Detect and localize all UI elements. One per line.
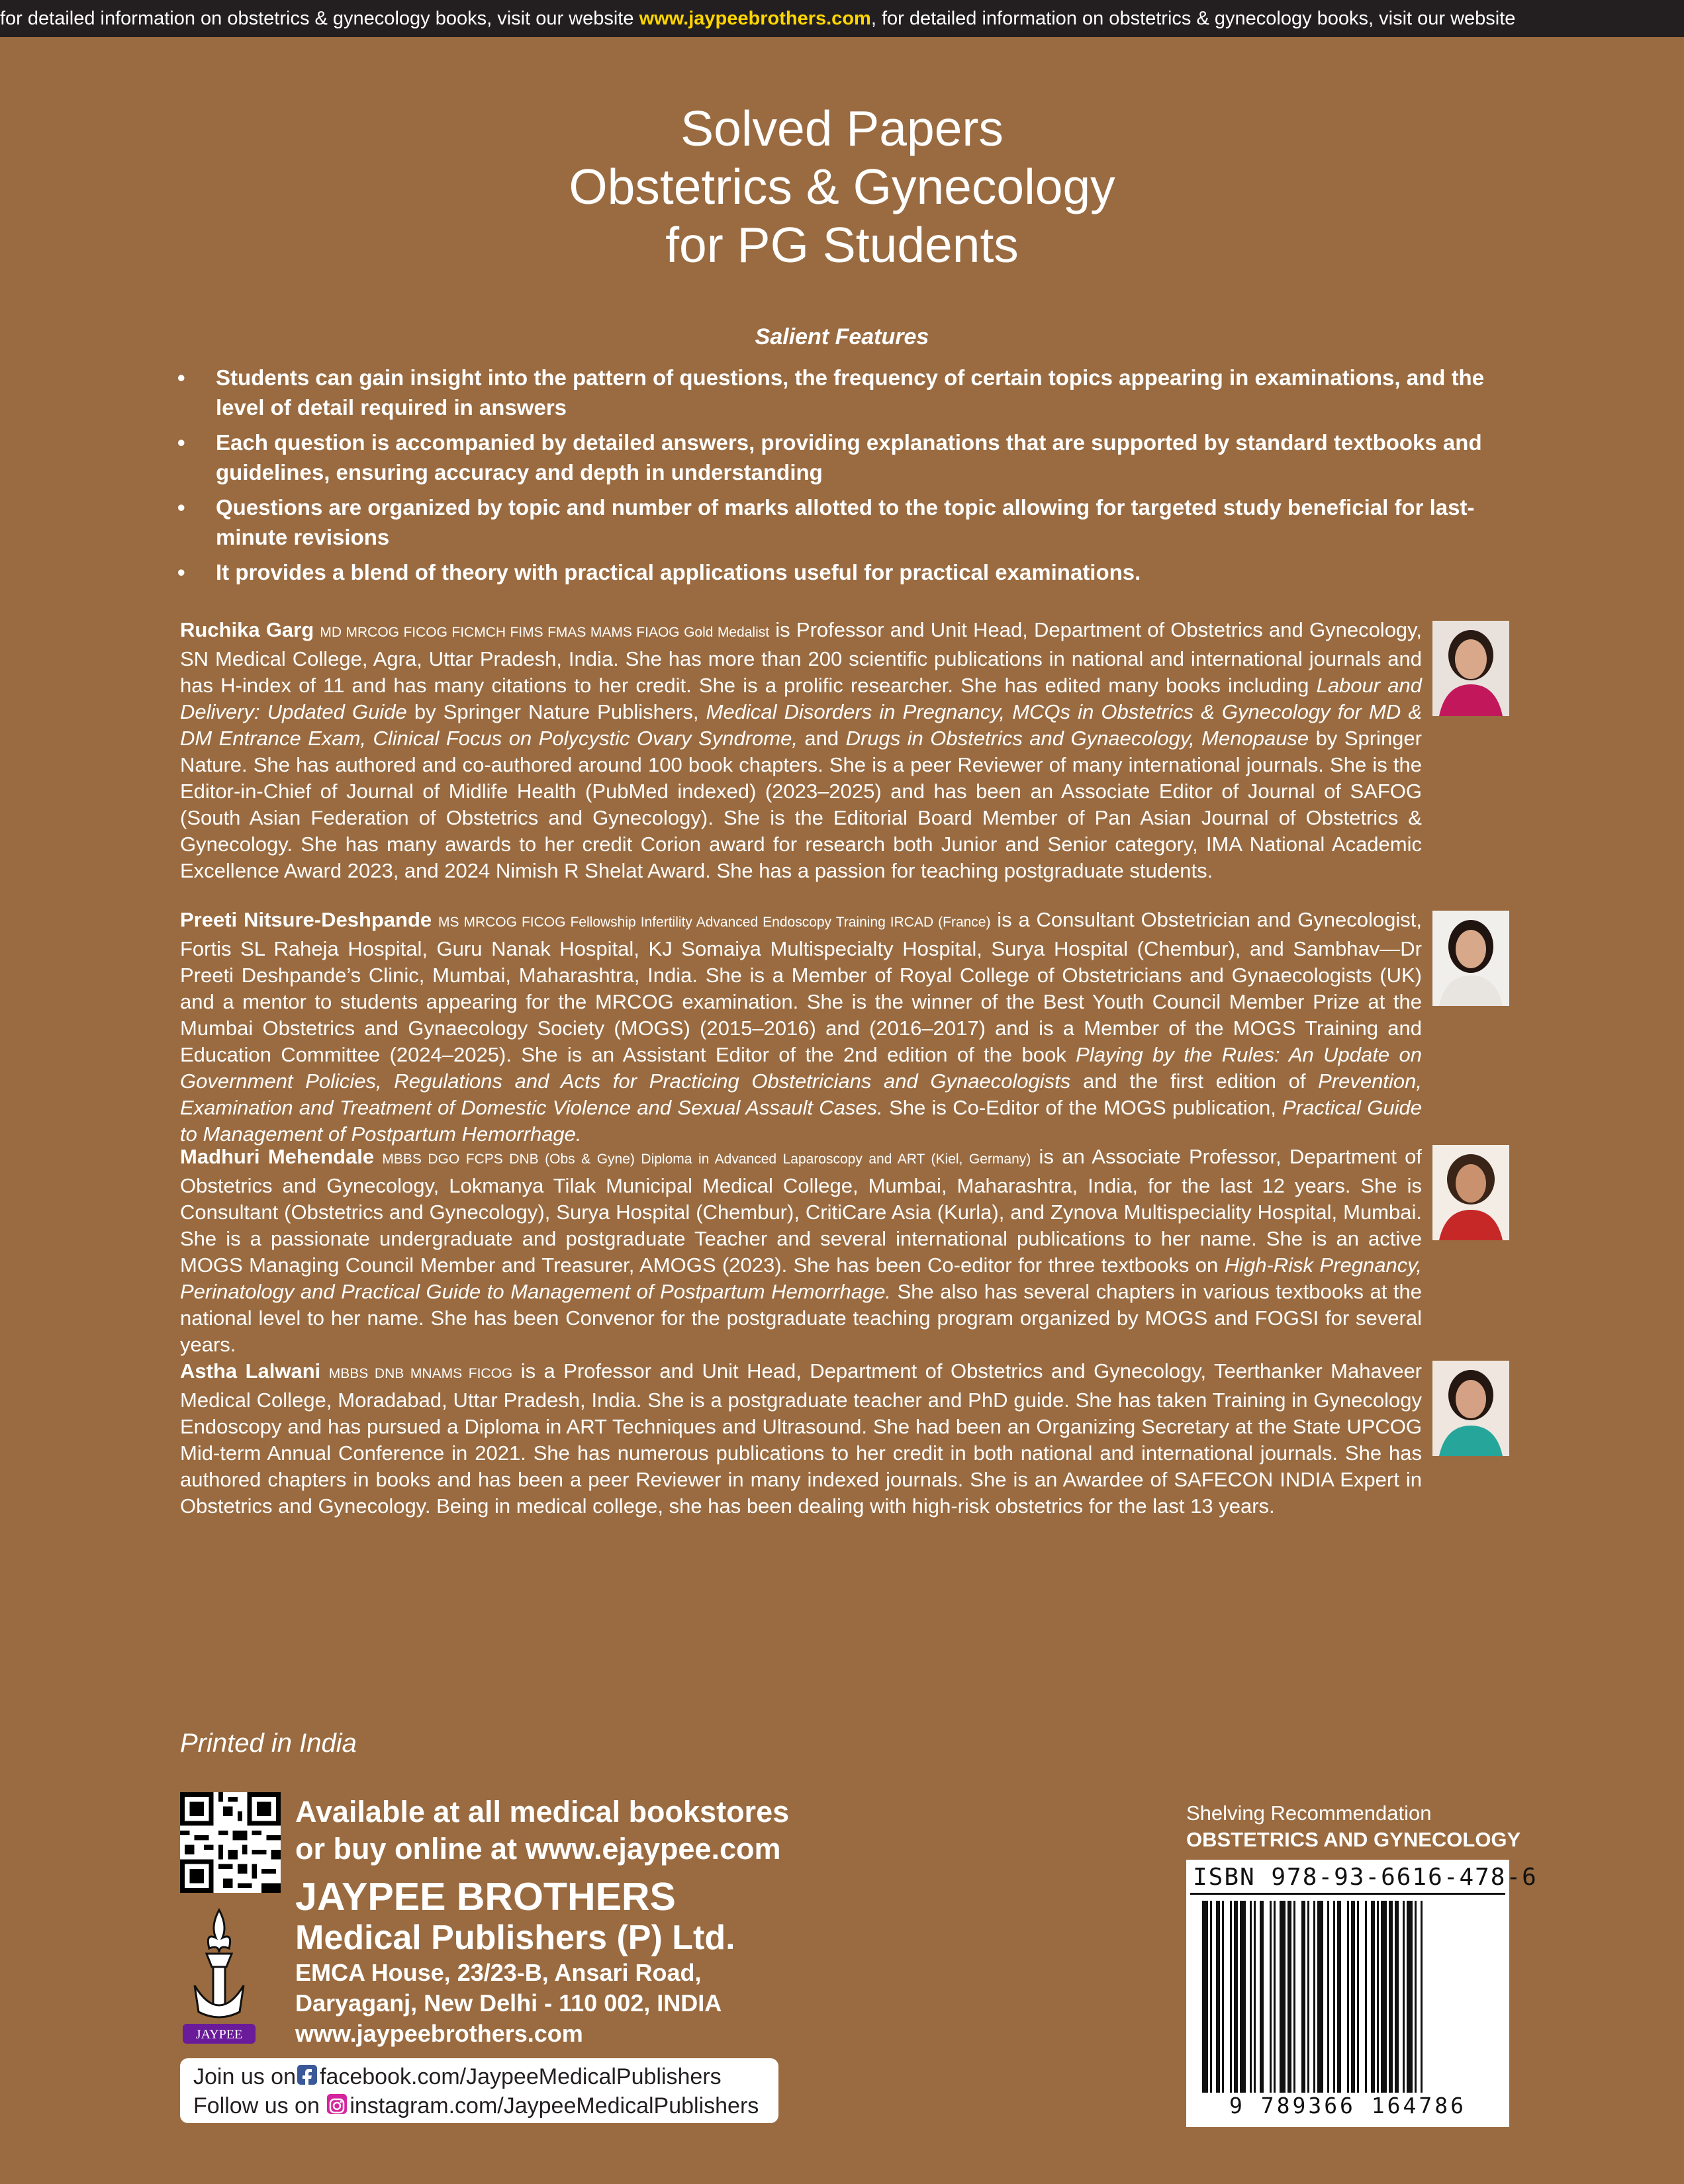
- book-title-italic: Labour and Delivery: Updated Guide: [180, 674, 1422, 723]
- publisher-name: JAYPEE BROTHERS: [295, 1875, 676, 1919]
- social-links: [180, 2058, 778, 2123]
- feature-item: [171, 363, 1508, 422]
- features-list: [171, 363, 1508, 592]
- features-heading: Salient Features: [755, 324, 929, 349]
- author-name: Preeti Nitsure-Deshpande: [180, 908, 432, 931]
- availability-notice: [295, 1794, 789, 1868]
- shelving-recommendation: [1186, 1800, 1520, 1853]
- qr-code[interactable]: [180, 1792, 281, 1893]
- publisher-subname: Medical Publishers (P) Ltd.: [295, 1919, 735, 1957]
- feature-text: It provides a blend of theory with practical applications useful for practical examinations.: [216, 560, 1141, 584]
- banner-text-2: , for detailed information on obstetrics & gynecology books, visit our website: [870, 8, 1516, 29]
- facebook-prefix: Join us on: [193, 2064, 296, 2089]
- author-credentials: MBBS DGO FCPS DNB (Obs & Gyne) Diploma in Advanced Laparoscopy and ART (Kiel, Germany): [382, 1152, 1031, 1167]
- book-title-italic: Practical Guide to Management of Postpartum Hemorrhage.: [180, 1096, 1422, 1146]
- bio-text: by Springer Nature. She has authored and co-authored around 100 book chapters. She is a peer Reviewer of many international journals. She is the Editor-in-Chief of Journal of Midlife Health (PubMed indexed) (2023–2025) and has been an Associate Editor of Journal of SAFOG (South Asian Federation of Obstetrics and Gynecology). She is the Editorial Board Member of Pan Asian Journal of Obstetrics & Gynecology. She has many awards to her credit Corion award for research both Junior and Senior category, IMA National Academic Excellence Award 2023, and 2024 Nimish R Shelat Award. She has a passion for teaching postgraduate students.: [180, 727, 1422, 882]
- feature-item: [171, 428, 1508, 487]
- availability-line-2[interactable]: or buy online at www.ejaypee.com: [295, 1832, 781, 1866]
- facebook-line: [193, 2062, 778, 2091]
- bio-text: She is Co-Editor of the MOGS publication,: [882, 1096, 1283, 1119]
- torch-logo-icon: [180, 1906, 258, 2045]
- isbn-text: ISBN 978-93-6616-478-6: [1193, 1864, 1538, 1891]
- bullet-icon: •: [177, 560, 185, 584]
- facebook-icon: [297, 2065, 317, 2085]
- shelving-category: OBSTETRICS AND GYNECOLOGY: [1186, 1828, 1521, 1851]
- author-photo-mehendale: [1432, 1145, 1509, 1240]
- book-title: [0, 99, 1684, 274]
- book-title-italic: Playing by the Rules: An Update on Government Policies, Regulations and Acts for Practicing Obstetricians and Gynaecologists: [180, 1043, 1422, 1093]
- author-bio-lalwani: [180, 1358, 1422, 1520]
- portrait-icon: [1432, 1145, 1509, 1240]
- bio-text: is a Professor and Unit Head, Department of Obstetrics and Gynecology, Teerthanker Mahaveer Medical College, Moradabad, Uttar Pradesh, India. She is a postgraduate teacher and PhD guide. She has taken Training in Gynecology Endoscopy and has pursued a Diploma in ART Techniques and Ultrasound. She had been an Organizing Secretary at the State UPCOG Mid-term Annual Conference in 2021. She has numerous publications to her credit in both national and international journals. She has authored chapters in books and has been a peer Reviewer in many indexed journals. She is an Awardee of SAFECON INDIA Expert in Obstetrics and Gynecology. Being in medical college, she has been dealing with high-risk obstetrics for the last 13 years.: [180, 1359, 1423, 1518]
- publisher-website[interactable]: www.jaypeebrothers.com: [295, 2020, 583, 2047]
- instagram-link[interactable]: instagram.com/JaypeeMedicalPublishers: [350, 2093, 759, 2118]
- portrait-icon: [1432, 1361, 1509, 1456]
- bio-text: and the first edition of: [1070, 1069, 1319, 1093]
- title-line-2: Obstetrics & Gynecology: [569, 159, 1115, 214]
- barcode-digits: 9 789366 164786: [1229, 2093, 1466, 2118]
- publisher-info: [295, 1876, 735, 2049]
- jaypee-logo: [180, 1906, 258, 2045]
- book-title-italic: High-Risk Pregnancy, Perinatology and Practical Guide to Management of Postpartum Hemorrhage.: [180, 1253, 1423, 1303]
- bullet-icon: •: [177, 495, 185, 520]
- publisher-address-2: Daryaganj, New Delhi - 110 002, INDIA: [295, 1989, 722, 2017]
- website-banner: [0, 0, 1684, 37]
- author-name: Madhuri Mehendale: [180, 1145, 375, 1168]
- book-title-italic: Prevention, Examination and Treatment of Domestic Violence and Sexual Assault Cases.: [180, 1069, 1422, 1119]
- isbn-divider: [1190, 1893, 1505, 1895]
- book-title-italic: Drugs in Obstetrics and Gynaecology, Menopause: [845, 727, 1309, 750]
- bullet-icon: •: [177, 430, 185, 455]
- bullet-icon: •: [177, 365, 185, 390]
- author-name: Ruchika Garg: [180, 618, 314, 641]
- instagram-icon: [327, 2094, 347, 2114]
- barcode-icon: [1199, 1901, 1496, 2093]
- feature-item: [171, 492, 1508, 552]
- banner-text-1: for detailed information on obstetrics & gynecology books, visit our website: [0, 8, 639, 29]
- feature-text: Questions are organized by topic and number of marks allotted to the topic allowing for targeted study beneficial for last-minute revisions: [216, 495, 1475, 549]
- bio-text: is a Consultant Obstetrician and Gynecologist, Fortis SL Raheja Hospital, Guru Nanak Hospital, KJ Somaiya Multispecialty Hospital, Surya Hospital (Chembur), and Sambhav—Dr Preeti Deshpande’s Clinic, Mumbai, Maharashtra, India. She is a Member of Royal College of Obstetricians and Gynaecologists (UK) and a mentor to students appearing for the MRCOG examination. She is the winner of the Best Youth Council Member Prize at the Mumbai Obstetrics and Gynaecology Society (MOGS) (2015–2016) and (2016–2017) and is a Member of the MOGS Training and Education Committee (2024–2025). She is an Assistant Editor of the 2nd edition of the book: [180, 908, 1422, 1066]
- author-photo-deshpande: [1432, 911, 1509, 1006]
- shelving-label: Shelving Recommendation: [1186, 1801, 1432, 1825]
- logo-text: JAYPEE: [195, 2027, 243, 2042]
- author-credentials: MS MRCOG FICOG Fellowship Infertility Advanced Endoscopy Training IRCAD (France): [438, 915, 991, 930]
- bio-text: and: [797, 727, 846, 750]
- author-credentials: MBBS DNB MNAMS FICOG: [328, 1366, 513, 1381]
- portrait-icon: [1432, 621, 1509, 716]
- banner-website-link[interactable]: www.jaypeebrothers.com: [639, 8, 871, 29]
- feature-text: Students can gain insight into the pattern of questions, the frequency of certain topics appearing in examinations, and the level of detail required in answers: [216, 365, 1485, 420]
- author-name: Astha Lalwani: [180, 1359, 321, 1383]
- feature-text: Each question is accompanied by detailed answers, providing explanations that are supported by standard textbooks and guidelines, ensuring accuracy and depth in understanding: [216, 430, 1482, 484]
- author-bio-deshpande: [180, 907, 1422, 1148]
- bio-text: by Springer Nature Publishers,: [406, 700, 706, 723]
- facebook-link[interactable]: facebook.com/JaypeeMedicalPublishers: [320, 2064, 722, 2089]
- instagram-line: [193, 2091, 778, 2120]
- isbn-barcode: [1186, 1860, 1538, 2127]
- bio-text: is an Associate Professor, Department of Obstetrics and Gynecology, Lokmanya Tilak Municipal Medical College, Mumbai, Maharashtra, India, for the last 12 years. She is Consultant (Obstetrics and Gynecology), Surya Hospital (Chembur), CritiCare Asia (Kurla), and Zynova Multispeciality Hospital, Mumbai. She is a passionate undergraduate and postgraduate Teacher and several international publications to her name. She is an active MOGS Managing Council Member and Treasurer, AMOGS (2023). She has been Co-editor for three textbooks on: [180, 1145, 1422, 1277]
- bio-text: is Professor and Unit Head, Department of Obstetrics and Gynecology, SN Medical College, Agra, Uttar Pradesh, India. She has more than 200 scientific publications in national and international journals and has H-index of 11 and has many citations to her credit. She is a prolific researcher. She has edited many books including: [180, 618, 1422, 697]
- printed-in-india: Printed in India: [180, 1729, 357, 1758]
- availability-line-1: Available at all medical bookstores: [295, 1795, 790, 1829]
- author-bio-mehendale: [180, 1144, 1422, 1358]
- book-title-italic: Medical Disorders in Pregnancy, MCQs in Obstetrics & Gynecology for MD & DM Entrance Exam, Clinical Focus on Polycystic Ovary Syndrome,: [180, 700, 1422, 750]
- author-bio-garg: [180, 617, 1422, 884]
- title-line-1: Solved Papers: [680, 101, 1004, 156]
- title-line-3: for PG Students: [665, 217, 1019, 273]
- qr-code-icon: [180, 1792, 281, 1893]
- author-photo-lalwani: [1432, 1361, 1509, 1456]
- author-credentials: MD MRCOG FICOG FICMCH FIMS FMAS MAMS FIAOG Gold Medalist: [320, 625, 770, 640]
- feature-item: [171, 557, 1508, 587]
- portrait-icon: [1432, 911, 1509, 1006]
- publisher-address-1: EMCA House, 23/23-B, Ansari Road,: [295, 1959, 702, 1986]
- bio-text: She also has several chapters in various textbooks at the national level to her name. She has been Convenor for the postgraduate teaching program organized by MOGS and FOGSI for several years.: [180, 1280, 1423, 1356]
- instagram-prefix: Follow us on: [193, 2093, 320, 2118]
- author-photo-garg: [1432, 621, 1509, 716]
